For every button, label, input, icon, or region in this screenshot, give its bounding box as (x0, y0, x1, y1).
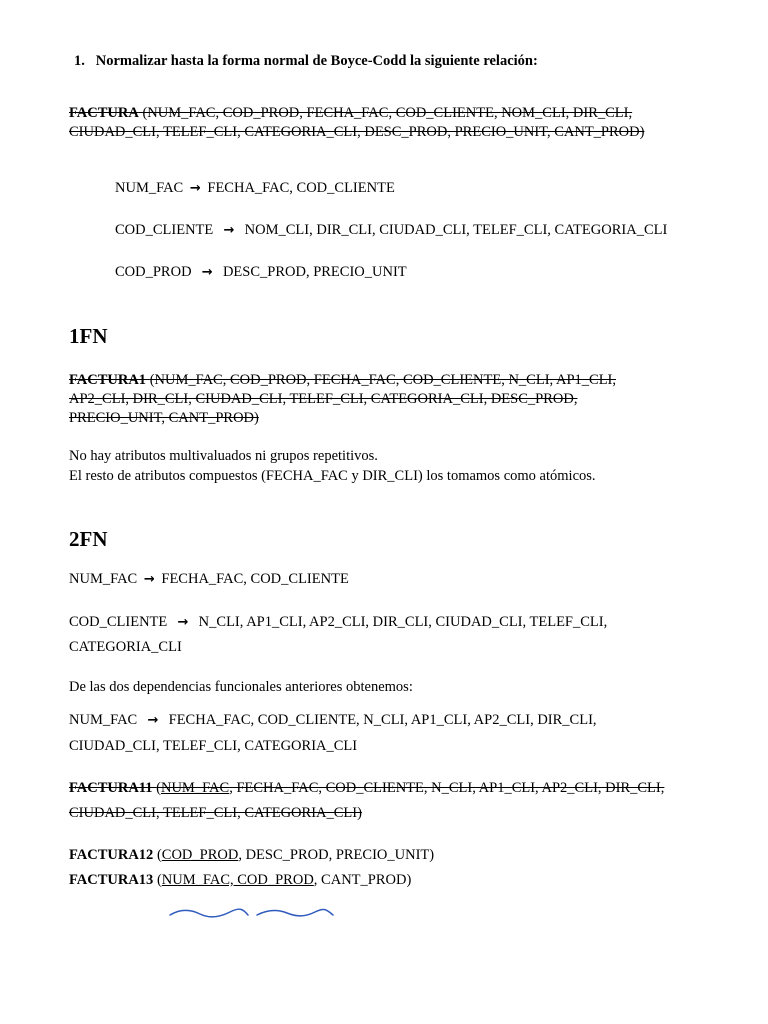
paren-open: ( (156, 872, 162, 888)
factura12-key: COD_PROD (161, 847, 239, 863)
factura11-attrs-1: , FECHA_FAC, COD_CLIENTE, N_CLI, AP1_CLI, AP2_CLI, DIR_CLI, (229, 780, 665, 796)
factura11-name: FACTURA11 (69, 780, 153, 796)
factura1-attrs-1: FECHA_FAC, COD_CLIENTE, N_CLI, AP1_CLI, (310, 372, 617, 388)
fn1-note-1: No hay atributos multivaluados ni grupos repetitivos. (69, 448, 378, 464)
factura11-line-1 (69, 779, 664, 797)
dep-rhs: FECHA_FAC, COD_CLIENTE (161, 571, 349, 587)
factura-attrs-2: CIUDAD_CLI, TELEF_CLI, CATEGORIA_CLI, DESC_PROD, PRECIO_UNIT, CANT_PROD) (69, 124, 645, 140)
fn2-dependency-1 (69, 570, 349, 589)
arrow-icon: → (177, 615, 189, 630)
dep-lhs: NUM_FAC (69, 712, 138, 728)
dep-lhs: NUM_FAC (69, 571, 138, 587)
factura13-name: FACTURA13 (69, 872, 154, 888)
fn1-note-2: El resto de atributos compuestos (FECHA_FAC y DIR_CLI) los tomamos como atómicos. (69, 468, 596, 484)
factura12-attrs: , DESC_PROD, PRECIO_UNIT) (238, 847, 435, 863)
fn2-dependency-3 (69, 711, 597, 730)
dep-rhs: FECHA_FAC, COD_CLIENTE, N_CLI, AP1_CLI, AP2_CLI, DIR_CLI, (168, 712, 597, 728)
factura13-key: NUM_FAC, COD_PROD (161, 872, 314, 888)
arrow-icon: → (147, 713, 159, 728)
dep-lhs: NUM_FAC (115, 180, 184, 196)
factura1-line-3: PRECIO_UNIT, CANT_PROD) (69, 410, 259, 426)
item-number: 1. (74, 53, 85, 69)
arrow-icon: → (189, 181, 201, 196)
dep-lhs: COD_CLIENTE (69, 614, 168, 630)
dep-rhs: NOM_CLI, DIR_CLI, CIUDAD_CLI, TELEF_CLI, CATEGORIA_CLI (244, 222, 668, 238)
dep-rhs: N_CLI, AP1_CLI, AP2_CLI, DIR_CLI, CIUDAD_CLI, TELEF_CLI, (198, 614, 608, 630)
arrow-icon: → (223, 223, 235, 238)
factura12-name: FACTURA12 (69, 847, 154, 863)
dep-lhs: COD_PROD (115, 264, 192, 280)
heading-2fn: 2FN (69, 527, 108, 551)
paren-open: ( (156, 780, 161, 796)
fn2-dependency-2 (69, 613, 607, 632)
factura-attrs-1: (NUM_FAC, COD_PROD, FECHA_FAC, COD_CLIENTE, NOM_CLI, DIR_CLI, (142, 105, 633, 121)
factura1-line-1 (69, 371, 616, 389)
factura12 (69, 846, 434, 864)
fn2-dependency-3-cont: CIUDAD_CLI, TELEF_CLI, CATEGORIA_CLI (69, 738, 358, 754)
fn2-intro: De las dos dependencias funcionales anteriores obtenemos: (69, 679, 413, 695)
factura13 (69, 871, 411, 889)
dependency-1 (115, 179, 395, 198)
arrow-icon: → (143, 572, 155, 587)
factura1-name: FACTURA1 (69, 372, 147, 388)
paren-open: ( (156, 847, 162, 863)
factura-line-2 (69, 123, 644, 141)
dep-rhs: FECHA_FAC, COD_CLIENTE (207, 180, 395, 196)
item-text: Normalizar hasta la forma normal de Boyce-Codd la siguiente relación: (95, 53, 538, 69)
squiggle-stroke-2 (257, 909, 333, 915)
fn2-dependency-2-cont: CATEGORIA_CLI (69, 639, 182, 655)
dep-lhs: COD_CLIENTE (115, 222, 214, 238)
factura-name: FACTURA (69, 105, 139, 121)
dependency-2 (115, 221, 667, 240)
exercise-title (74, 52, 538, 70)
factura11-line-2: CIUDAD_CLI, TELEF_CLI, CATEGORIA_CLI) (69, 805, 362, 821)
arrow-icon: → (201, 265, 213, 280)
squiggle-stroke-1 (170, 909, 248, 917)
dep-rhs: DESC_PROD, PRECIO_UNIT (222, 264, 407, 280)
factura-line-1 (69, 104, 632, 122)
factura1-line-2: AP2_CLI, DIR_CLI, CIUDAD_CLI, TELEF_CLI, CATEGORIA_CLI, DESC_PROD, (69, 391, 578, 407)
handwritten-squiggle-icon (165, 903, 345, 923)
heading-1fn: 1FN (69, 324, 108, 348)
factura1-key: (NUM_FAC, COD_PROD, (149, 372, 311, 388)
dependency-3 (115, 263, 407, 282)
factura13-attrs: , CANT_PROD) (313, 872, 412, 888)
factura11-key: NUM_FAC (160, 780, 230, 796)
